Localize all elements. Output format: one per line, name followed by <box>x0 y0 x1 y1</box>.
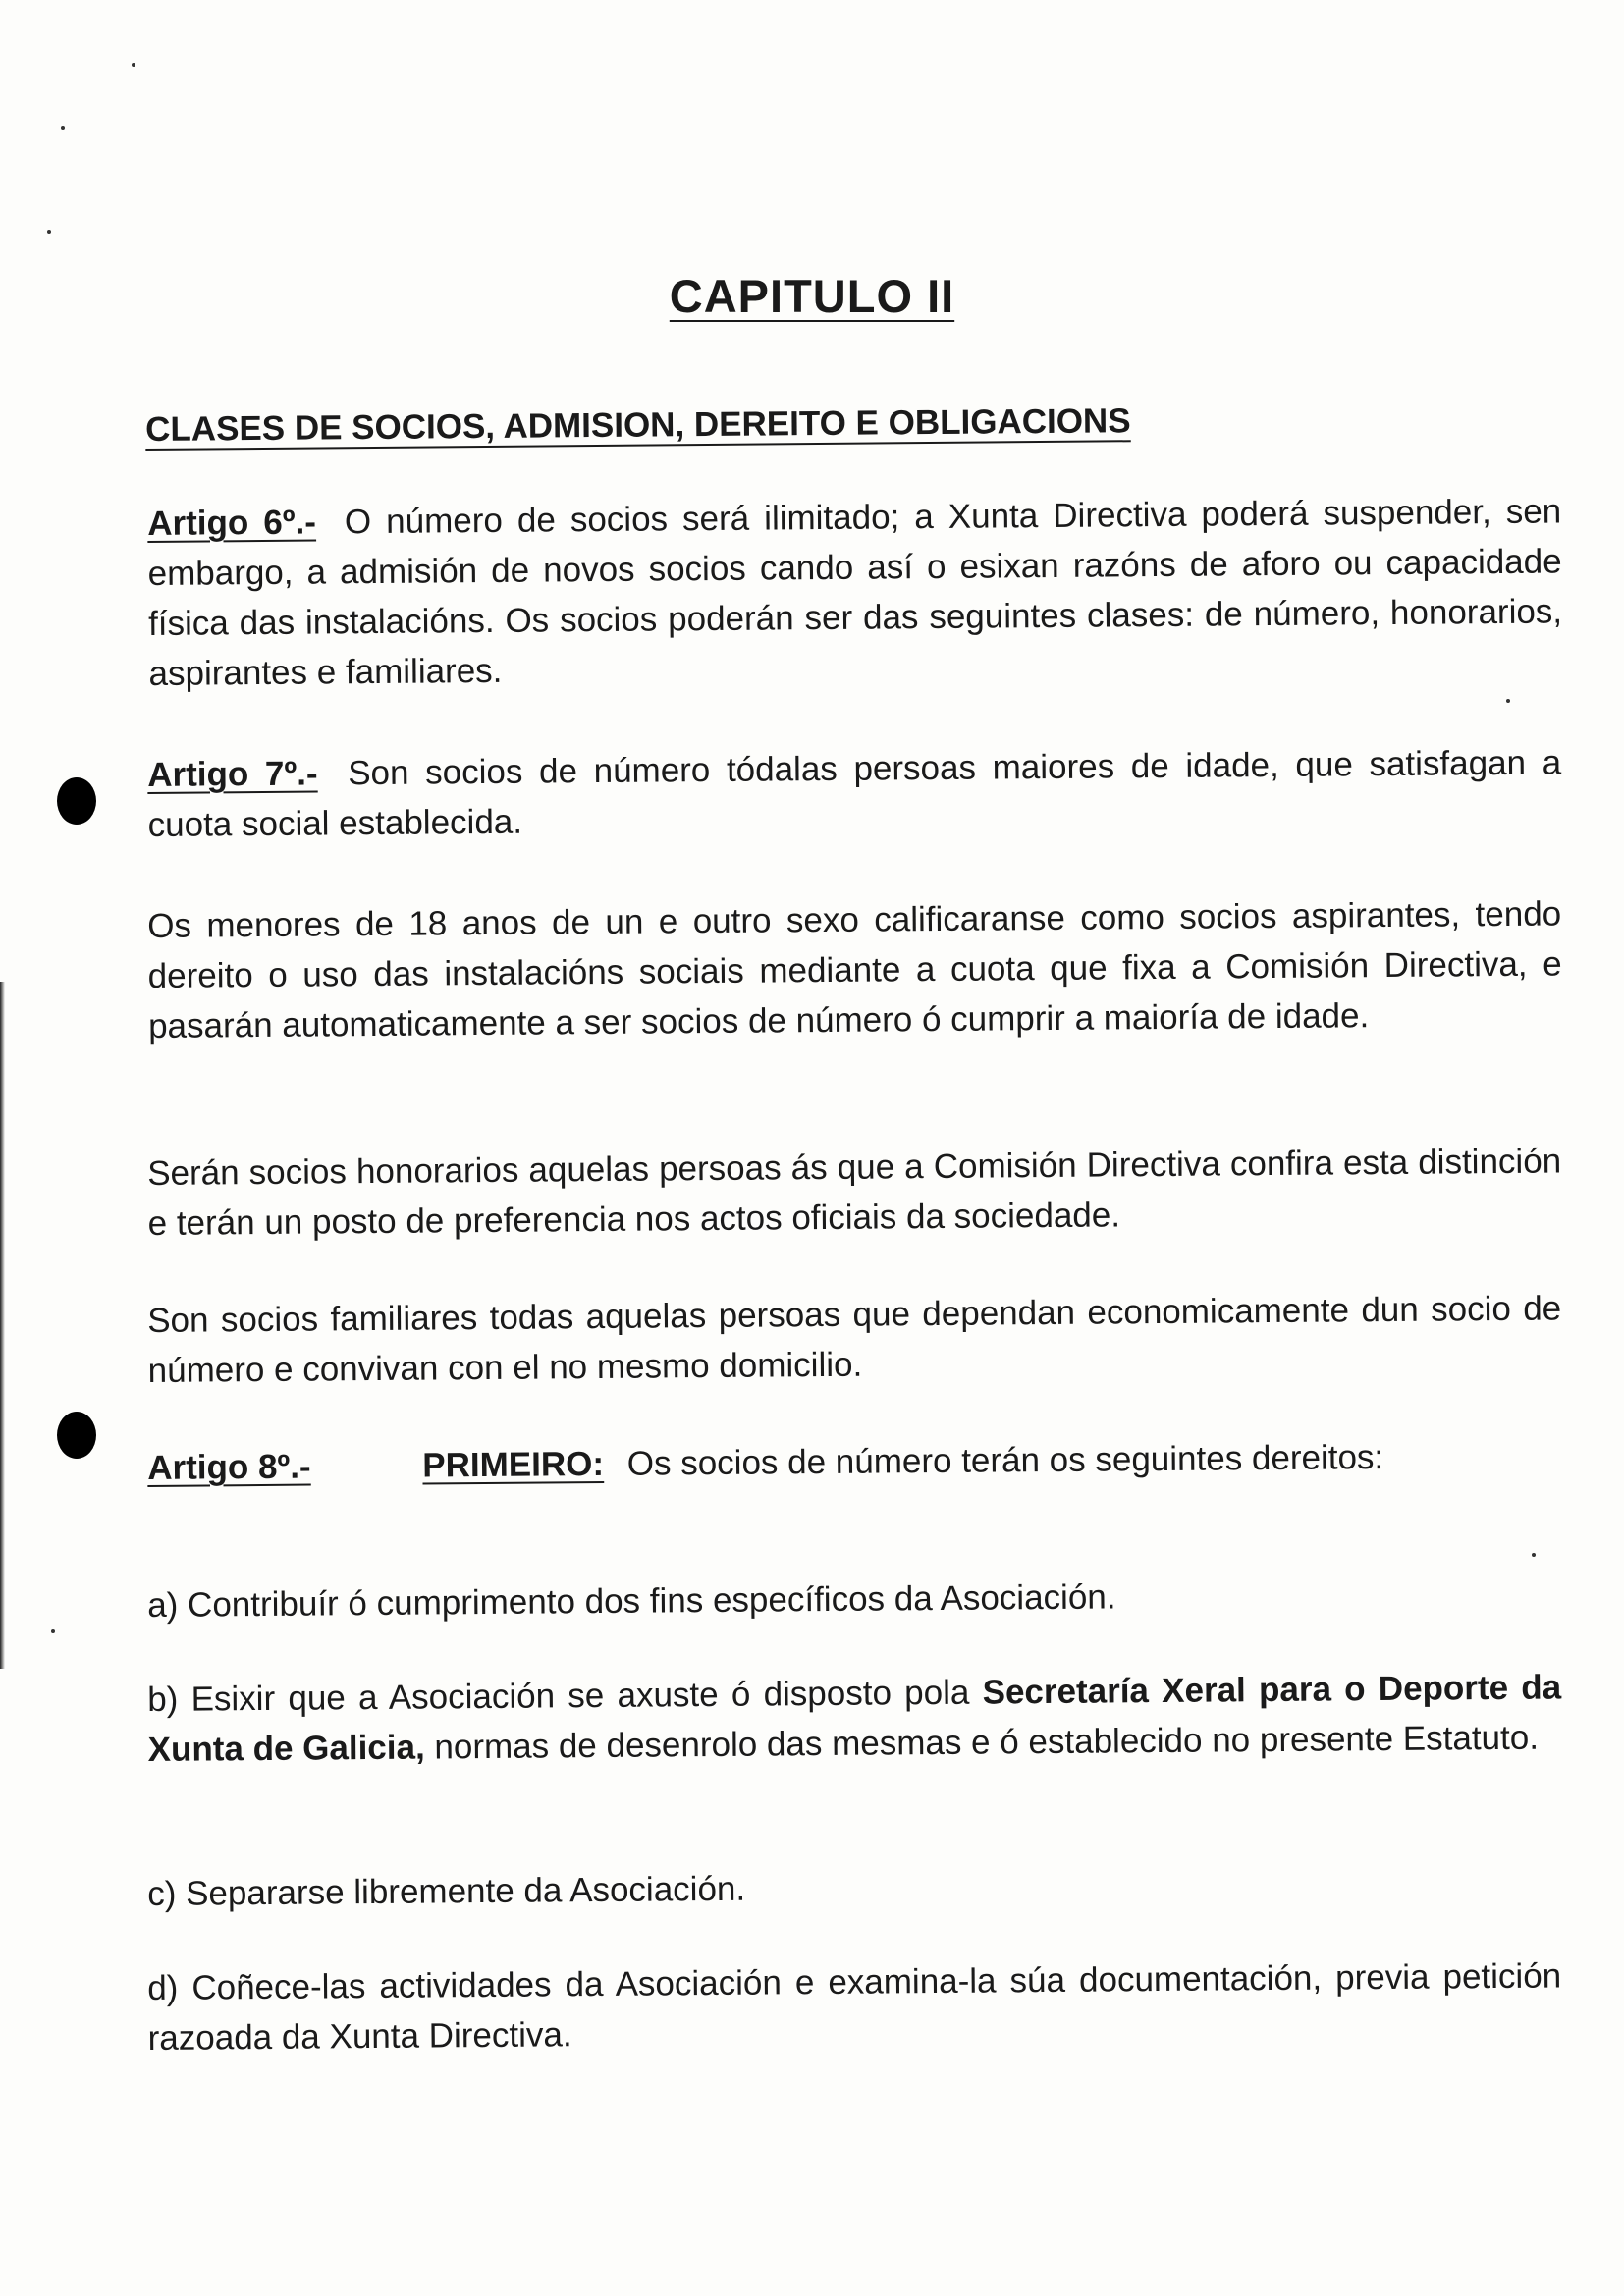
chapter-title: CAPITULO II <box>669 270 955 322</box>
article-8-item-a: a) Contribuír ó cumprimento dos fins específicos da Asociación. <box>147 1577 1116 1625</box>
scan-speck <box>47 230 51 234</box>
article-8-sub-label: PRIMEIRO: <box>422 1444 605 1485</box>
article-8-label: Artigo 8º.- <box>147 1447 311 1487</box>
article-8-item-b <box>147 1662 1562 1775</box>
article-7-family: Son socios familiares todas aquelas persoas que dependan economicamente dun socio de número e convivan con el no mesmo domicilio. <box>147 1289 1562 1390</box>
article-7-minors: Os menores de 18 anos de un e outro sexo calificaranse como socios aspirantes, tendo dereito o uso das instalacións sociais mediante a cuota que fixa a Comisión Directiva, e pasarán automaticamente a ser socios de número ó cumprir a maioría de idade. <box>147 894 1562 1045</box>
article-8-item-d: d) Coñece-las actividades da Asociación e examina-la súa documentación, previa petición razoada da Xunta Directiva. <box>147 1956 1562 2057</box>
scan-speck <box>132 63 135 67</box>
scan-edge-shadow <box>0 982 5 1669</box>
article-7-honorary: Serán socios honorarios aquelas persoas ás que a Comisión Directiva confira esta distinción e terán un posto de preferencia nos actos oficiais da sociedade. <box>147 1142 1562 1243</box>
article-6-label: Artigo 6º.- <box>147 503 317 543</box>
article-6 <box>147 486 1563 699</box>
article-8 <box>147 1430 1561 1493</box>
article-7-label: Artigo 7º.- <box>147 754 318 794</box>
scan-speck <box>1532 1553 1536 1557</box>
scan-speck <box>61 126 65 130</box>
scan-speck <box>51 1629 55 1633</box>
item-b-bold: Secretaría Xeral para o Deporte da Xunta de Galicia, <box>147 1668 1562 1769</box>
article-7 <box>147 737 1562 850</box>
punch-hole-bottom <box>57 1412 96 1459</box>
punch-hole-top <box>57 777 96 825</box>
scan-speck <box>1506 699 1510 703</box>
item-b-pre: b) Esixir que a Asociación se axuste ó disposto pola <box>147 1673 970 1719</box>
article-7-text: Son socios de número tódalas persoas maiores de idade, que satisfagan a cuota social establecida. <box>147 743 1562 844</box>
item-b-post: normas de desenrolo das mesmas e ó establecido no presente Estatuto. <box>434 1718 1540 1767</box>
section-heading: CLASES DE SOCIOS, ADMISION, DEREITO E OBLIGACIONS <box>145 401 1131 449</box>
article-8-item-c: c) Separarse libremente da Asociación. <box>147 1869 746 1913</box>
article-6-text: O número de socios será ilimitado; a Xunta Directiva poderá suspender, sen embargo, a admisión de novos socios cando así o esixan razóns de aforo ou capacidade física das instalacións. Os socios poderán ser das seguintes clases: de número, honorarios, aspirantes e familiares. <box>147 492 1563 693</box>
article-8-intro: Os socios de número terán os seguintes dereitos: <box>626 1438 1384 1483</box>
